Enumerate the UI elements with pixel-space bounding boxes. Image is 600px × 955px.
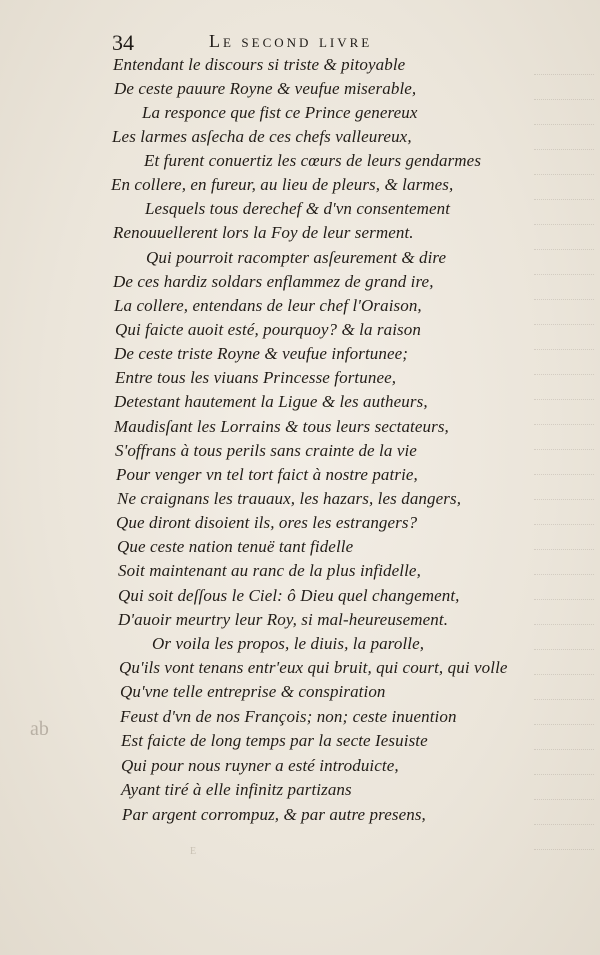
margin-mark: ab [30, 718, 49, 740]
verse-line: De ceste triste Royne & veufue infortunee; [114, 344, 409, 363]
verse-line: Or voila les propos, le diuis, la parolle, [152, 634, 425, 653]
verse-line: La responce que fist ce Prince genereux [142, 103, 418, 122]
verse-line: Par argent corrompuz, & par autre presens, [122, 805, 426, 824]
running-title: Le second livre [209, 31, 373, 51]
verse-line: Soit maintenant au ranc de la plus infidelle, [118, 561, 421, 580]
verse-line: La collere, entendans de leur chef l'Oraison, [114, 296, 422, 315]
verse-line: S'offrans à tous perils sans crainte de la vie [115, 441, 417, 460]
verse-line: Qui pour nous ruyner a esté introduicte, [121, 756, 399, 775]
verse-line: Feust d'vn de nos François; non; ceste inuention [120, 707, 457, 726]
verse-line: En collere, en fureur, au lieu de pleurs, & larmes, [111, 175, 454, 194]
verse-line: Maudisſant les Lorrains & tous leurs sectateurs, [114, 417, 449, 436]
verse-line: Qui faicte auoit esté, pourquoy? & la raison [115, 320, 421, 339]
verse-line: Detestant hautement la Ligue & les autheurs, [114, 392, 428, 411]
verse-line: Les larmes asſecha de ces chefs valleureux, [112, 127, 412, 146]
verse-line: Que diront disoient ils, ores les estrangers? [116, 513, 418, 532]
verse-line: Que ceste nation tenuë tant fidelle [117, 537, 354, 556]
verse-line: Et furent conuertiz les cœurs de leurs gendarmes [144, 151, 482, 170]
verse-line: Qu'ils vont tenans entr'eux qui bruit, qui court, qui volle [119, 658, 508, 677]
verse-line: Entendant le discours si triste & pitoyable [113, 55, 406, 74]
verse-line: Ne craignans les trauaux, les hazars, les dangers, [117, 489, 462, 508]
verse-line: Pour venger vn tel tort faict à nostre patrie, [116, 465, 418, 484]
verse-line: D'auoir meurtry leur Roy, si mal-heureusement. [118, 610, 449, 629]
verse-line: Qui soit deſſous le Ciel: ô Dieu quel changement, [118, 586, 460, 605]
verse-line: Lesquels tous derechef & d'vn consentement [145, 199, 451, 218]
page-number: 34 [112, 30, 134, 55]
verse-line: De ceste pauure Royne & veufue miserable, [114, 79, 417, 98]
verse-line: Est faicte de long temps par la secte Iesuiste [121, 731, 428, 750]
verse-line: Qu'vne telle entreprise & conspiration [120, 682, 386, 701]
verse-line: Ayant tiré à elle infinitz partizans [121, 780, 352, 799]
catchword: E [190, 846, 197, 857]
verse-line: Qui pourroit racompter asſeurement & dire [146, 248, 447, 267]
verse-line: De ces hardiz soldars enflammez de grand ire, [113, 272, 434, 291]
verse-line: Entre tous les viuans Princesse fortunee, [115, 368, 397, 387]
verse-line: Renouuellerent lors la Foy de leur serment. [113, 223, 414, 242]
